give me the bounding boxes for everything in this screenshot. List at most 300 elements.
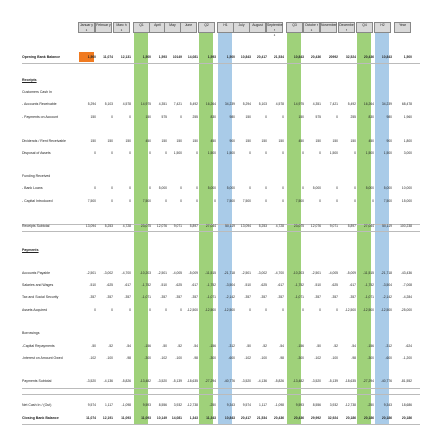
cell-value[interactable]: 20,186 (363, 416, 374, 420)
cell-value[interactable]: 0 (282, 308, 284, 312)
cell-value[interactable]: -12,500 (186, 308, 198, 312)
cell-value[interactable]: -357 (331, 295, 338, 299)
cell-value[interactable]: 14,975 (293, 102, 304, 106)
cell-value[interactable]: -98 (279, 356, 284, 360)
cell-value[interactable]: 5,103 (258, 102, 267, 106)
cell-value[interactable]: 4,728 (275, 224, 284, 228)
cell-value[interactable]: -3,002 (257, 271, 267, 275)
cell-value[interactable]: -510 (244, 283, 251, 287)
cell-value[interactable]: 150 (278, 139, 284, 143)
cell-value[interactable]: -625 (175, 283, 182, 287)
cell-value[interactable]: -10,203 (139, 271, 151, 275)
cell-value[interactable]: -2,501 (86, 271, 96, 275)
cell-value[interactable]: -12,500 (204, 308, 216, 312)
cell-value[interactable]: 150 (192, 139, 198, 143)
cell-value[interactable]: -12,738 (344, 403, 356, 407)
cell-value[interactable]: -357 (89, 295, 96, 299)
cell-value[interactable]: 0 (249, 186, 251, 190)
cell-value[interactable]: 15,000 (401, 199, 412, 203)
cell-value[interactable]: -1,752 (206, 283, 216, 287)
cell-value[interactable]: 9,071 (329, 224, 338, 228)
cell-value[interactable]: 150 (145, 115, 151, 119)
cell-value[interactable]: 0 (129, 199, 131, 203)
cell-value[interactable]: -54 (193, 344, 198, 348)
cell-value[interactable]: -54 (279, 344, 284, 348)
cell-value[interactable]: -357 (160, 295, 167, 299)
cell-value[interactable]: 7,500 (142, 199, 151, 203)
cell-value[interactable]: 0 (180, 115, 182, 119)
cell-value[interactable]: 0 (354, 151, 356, 155)
cell-value[interactable]: 1,500 (403, 55, 412, 59)
cell-value[interactable]: -54 (351, 344, 356, 348)
cell-value[interactable]: 0 (149, 151, 151, 155)
cell-value[interactable]: 4,728 (122, 224, 131, 228)
cell-value[interactable]: -27,294 (204, 379, 216, 383)
cell-value[interactable]: -52 (108, 344, 113, 348)
cell-value[interactable]: -40,776 (223, 379, 235, 383)
cell-value[interactable]: 12,076 (156, 224, 167, 228)
cell-value[interactable]: 150 (298, 115, 304, 119)
cell-value[interactable]: -510 (89, 283, 96, 287)
cell-value[interactable]: 5,253 (104, 224, 113, 228)
cell-value[interactable]: -1,098 (274, 403, 284, 407)
cell-value[interactable]: -40,776 (380, 379, 392, 383)
cell-value[interactable]: 5,897 (189, 224, 198, 228)
cell-value[interactable]: -312 (228, 344, 235, 348)
cell-value[interactable]: -1,200 (402, 356, 412, 360)
cell-value[interactable]: 0 (265, 199, 267, 203)
column-header[interactable] (286, 22, 303, 33)
cell-value[interactable]: -10,203 (292, 271, 304, 275)
cell-value[interactable]: 150 (90, 115, 96, 119)
cell-value[interactable]: 3,932 (329, 403, 338, 407)
cell-value[interactable]: 5,253 (258, 224, 267, 228)
cell-value[interactable]: -3,520 (311, 379, 321, 383)
cell-value[interactable]: -300 (209, 356, 216, 360)
cell-value[interactable]: 20,417 (256, 55, 267, 59)
cell-value[interactable]: 20,436 (363, 55, 374, 59)
cell-value[interactable]: 575 (161, 115, 167, 119)
cell-value[interactable]: 900 (386, 139, 392, 143)
cell-value[interactable]: -357 (175, 295, 182, 299)
cell-value[interactable]: 450 (298, 139, 304, 143)
column-header[interactable] (164, 22, 181, 33)
cell-value[interactable]: -600 (228, 356, 235, 360)
cell-value[interactable]: 450 (145, 139, 151, 143)
cell-value[interactable]: 150 (176, 139, 182, 143)
cell-value[interactable]: -4,700 (121, 271, 131, 275)
cell-value[interactable]: -156 (144, 344, 151, 348)
cell-value[interactable]: -7,008 (402, 283, 412, 287)
cell-value[interactable]: -4,005 (328, 271, 338, 275)
cell-value[interactable]: -102 (314, 356, 321, 360)
cell-value[interactable]: 10,843 (381, 55, 392, 59)
cell-value[interactable]: -1,071 (206, 295, 216, 299)
cell-value[interactable]: 20,436 (273, 416, 284, 420)
cell-value[interactable]: -617 (124, 283, 131, 287)
column-header[interactable] (217, 22, 234, 33)
cell-value[interactable]: -357 (124, 295, 131, 299)
cell-value[interactable]: -300 (297, 356, 304, 360)
cell-value[interactable]: 11,093 (141, 416, 151, 420)
cell-value[interactable]: 450 (210, 139, 216, 143)
cell-value[interactable]: -4,700 (274, 271, 284, 275)
cell-value[interactable]: 16,264 (205, 102, 216, 106)
cell-value[interactable]: -12,500 (344, 308, 356, 312)
cell-value[interactable]: 0 (265, 186, 267, 190)
cell-value[interactable]: 1,500 (226, 55, 235, 59)
cell-value[interactable]: 0 (111, 199, 113, 203)
cell-value[interactable]: 10149 (172, 55, 182, 59)
cell-value[interactable]: 0 (129, 308, 131, 312)
column-header[interactable] (374, 22, 391, 33)
cell-value[interactable]: -510 (160, 283, 167, 287)
cell-value[interactable]: -50 (316, 344, 321, 348)
column-header[interactable] (180, 22, 197, 33)
cell-value[interactable]: 16,264 (363, 102, 374, 106)
cell-value[interactable]: 150 (245, 115, 251, 119)
cell-value[interactable]: 27,044 (363, 224, 374, 228)
cell-value[interactable]: 150 (332, 139, 338, 143)
cell-value[interactable]: 7,500 (242, 199, 251, 203)
cell-value[interactable]: -3,002 (103, 271, 113, 275)
cell-value[interactable]: 0 (165, 308, 167, 312)
cell-value[interactable]: 0 (94, 308, 96, 312)
cell-value[interactable]: 5,000 (207, 186, 216, 190)
column-header[interactable] (133, 22, 150, 33)
column-header[interactable] (266, 22, 283, 37)
cell-value[interactable]: -12,500 (362, 308, 374, 312)
cell-value[interactable]: 0 (129, 151, 131, 155)
cell-value[interactable]: 34,239 (381, 102, 392, 106)
cell-value[interactable]: -100 (260, 356, 267, 360)
cell-value[interactable]: -600 (385, 356, 392, 360)
cell-value[interactable]: -4,284 (402, 295, 412, 299)
cell-value[interactable]: -13,482 (292, 379, 304, 383)
column-header[interactable] (394, 22, 411, 33)
cell-value[interactable]: -102 (160, 356, 167, 360)
cell-value[interactable]: 5,000 (158, 186, 167, 190)
cell-value[interactable]: 0 (336, 186, 338, 190)
cell-value[interactable]: 10,843 (240, 55, 251, 59)
cell-value[interactable]: -18,635 (186, 379, 198, 383)
cell-value[interactable]: 1,117 (104, 403, 113, 407)
cell-value[interactable]: 7,500 (226, 199, 235, 203)
cell-value[interactable]: -250 (367, 403, 374, 407)
cell-value[interactable]: -300 (367, 356, 374, 360)
cell-value[interactable]: 7,500 (383, 199, 392, 203)
cell-value[interactable]: 1,800 (403, 139, 412, 143)
cell-value[interactable]: -156 (297, 344, 304, 348)
cell-value[interactable]: -11,515 (205, 271, 216, 275)
cell-value[interactable]: -300 (144, 356, 151, 360)
cell-value[interactable]: 0 (282, 199, 284, 203)
cell-value[interactable]: -1,071 (294, 295, 304, 299)
cell-value[interactable]: 20,436 (293, 416, 304, 420)
cell-value[interactable]: -3,520 (157, 379, 167, 383)
cell-value[interactable]: -21,718 (223, 271, 235, 275)
cell-value[interactable]: 23,075 (293, 224, 304, 228)
cell-value[interactable]: -357 (106, 295, 113, 299)
cell-value[interactable]: -312 (385, 344, 392, 348)
cell-value[interactable]: -52 (177, 344, 182, 348)
cell-value[interactable]: -12,500 (223, 308, 235, 312)
cell-value[interactable]: 29,992 (310, 416, 321, 420)
cell-value[interactable]: 34,239 (224, 102, 235, 106)
cell-value[interactable]: -357 (314, 295, 321, 299)
cell-value[interactable]: 150 (315, 139, 321, 143)
cell-value[interactable]: -102 (89, 356, 96, 360)
cell-value[interactable]: -52 (333, 344, 338, 348)
cell-value[interactable]: 0 (282, 115, 284, 119)
cell-value[interactable]: 0 (196, 199, 198, 203)
cell-value[interactable]: -25,000 (400, 308, 412, 312)
cell-value[interactable]: -2,501 (241, 271, 251, 275)
cell-value[interactable]: -625 (260, 283, 267, 287)
cell-value[interactable]: 255 (192, 115, 198, 119)
cell-value[interactable]: -98 (193, 356, 198, 360)
cell-value[interactable]: -357 (277, 295, 284, 299)
cell-value[interactable]: 150 (90, 139, 96, 143)
cell-value[interactable]: -50 (162, 344, 167, 348)
cell-value[interactable]: 0 (214, 199, 216, 203)
cell-value[interactable]: 10,000 (401, 186, 412, 190)
cell-value[interactable]: 11,074 (86, 416, 96, 420)
cell-value[interactable]: 255 (350, 115, 356, 119)
cell-value[interactable]: -52 (262, 344, 267, 348)
cell-value[interactable]: 150 (261, 139, 267, 143)
cell-value[interactable]: 10,843 (293, 55, 304, 59)
cell-value[interactable]: 1,500 (329, 151, 338, 155)
cell-value[interactable]: -1,071 (141, 295, 151, 299)
cell-value[interactable]: 1,500 (87, 55, 96, 59)
cell-value[interactable]: -5,826 (121, 379, 131, 383)
cell-value[interactable]: 0 (302, 308, 304, 312)
cell-value[interactable]: 18,686 (401, 403, 412, 407)
column-header[interactable] (320, 22, 337, 33)
cell-value[interactable]: 14,975 (140, 102, 151, 106)
cell-value[interactable]: 0 (336, 199, 338, 203)
cell-value[interactable]: -5,009 (188, 271, 198, 275)
cell-value[interactable]: 12,076 (310, 224, 321, 228)
cell-value[interactable]: 9,574 (87, 403, 96, 407)
cell-value[interactable]: -100 (106, 356, 113, 360)
column-header[interactable] (95, 22, 112, 33)
cell-value[interactable]: 10,843 (224, 416, 235, 420)
cell-value[interactable]: 5,000 (312, 186, 321, 190)
cell-value[interactable]: -2,501 (157, 271, 167, 275)
cell-value[interactable]: 1,117 (258, 403, 267, 407)
cell-value[interactable]: -50 (246, 344, 251, 348)
cell-value[interactable]: -357 (349, 295, 356, 299)
cell-value[interactable]: 150 (350, 139, 356, 143)
cell-value[interactable]: -617 (349, 283, 356, 287)
cell-value[interactable]: 14,081 (171, 416, 182, 420)
cell-value[interactable]: -102 (244, 356, 251, 360)
cell-value[interactable]: -2,142 (225, 295, 235, 299)
column-header[interactable] (233, 22, 250, 33)
cell-value[interactable]: 0 (265, 308, 267, 312)
cell-value[interactable]: 1,500 (383, 151, 392, 155)
cell-value[interactable]: -27,294 (362, 379, 374, 383)
cell-value[interactable]: 9,071 (173, 224, 182, 228)
cell-value[interactable]: 1,500 (207, 151, 216, 155)
cell-value[interactable]: 0 (265, 115, 267, 119)
cell-value[interactable]: 50,119 (225, 224, 235, 228)
cell-value[interactable]: 0 (180, 199, 182, 203)
cell-value[interactable]: -5,139 (328, 379, 338, 383)
cell-value[interactable]: 4,578 (122, 102, 131, 106)
column-header[interactable] (249, 22, 266, 33)
cell-value[interactable]: 13,094 (85, 224, 96, 228)
cell-value[interactable]: 5,492 (347, 102, 356, 106)
cell-value[interactable]: 0 (165, 151, 167, 155)
cell-value[interactable]: 5,897 (347, 224, 356, 228)
cell-value[interactable]: 23,075 (140, 224, 151, 228)
cell-value[interactable]: 5,492 (189, 102, 198, 106)
cell-value[interactable]: -21,718 (380, 271, 392, 275)
column-header[interactable] (338, 22, 355, 33)
cell-value[interactable]: -2,142 (382, 295, 392, 299)
cell-value[interactable]: 11,093 (121, 416, 131, 420)
cell-value[interactable]: -13,482 (139, 379, 151, 383)
cell-value[interactable]: 7,421 (173, 102, 182, 106)
cell-value[interactable]: -510 (314, 283, 321, 287)
cell-value[interactable]: -357 (260, 295, 267, 299)
cell-value[interactable]: 0 (111, 115, 113, 119)
cell-value[interactable]: -50 (91, 344, 96, 348)
cell-value[interactable]: -625 (331, 283, 338, 287)
cell-value[interactable]: 0 (111, 151, 113, 155)
cell-value[interactable]: 0 (94, 151, 96, 155)
cell-value[interactable]: 450 (368, 139, 374, 143)
column-header[interactable] (113, 22, 130, 33)
cell-value[interactable]: 0 (129, 186, 131, 190)
cell-value[interactable]: 9,343 (226, 403, 235, 407)
cell-value[interactable]: -18,635 (344, 379, 356, 383)
cell-value[interactable]: 0 (196, 186, 198, 190)
cell-value[interactable]: 5,294 (242, 102, 251, 106)
cell-value[interactable]: 20,436 (310, 55, 321, 59)
cell-value[interactable]: 20,186 (401, 416, 412, 420)
cell-value[interactable]: -81,552 (400, 379, 412, 383)
cell-value[interactable]: 150 (125, 139, 131, 143)
cell-value[interactable]: 9,593 (295, 403, 304, 407)
cell-value[interactable]: 0 (196, 151, 198, 155)
cell-value[interactable]: -5,826 (274, 379, 284, 383)
cell-value[interactable]: 0 (319, 151, 321, 155)
cell-value[interactable]: 830 (210, 115, 216, 119)
cell-value[interactable]: 1,343 (189, 416, 198, 420)
cell-value[interactable]: 0 (302, 151, 304, 155)
cell-value[interactable]: -5,009 (346, 271, 356, 275)
cell-value[interactable]: 20,186 (345, 416, 356, 420)
cell-value[interactable]: 0 (180, 308, 182, 312)
cell-value[interactable]: 8,556 (312, 403, 321, 407)
cell-value[interactable]: 830 (368, 115, 374, 119)
cell-value[interactable]: 4,351 (158, 102, 167, 106)
cell-value[interactable]: 68,478 (401, 102, 412, 106)
cell-value[interactable]: 5,000 (383, 186, 392, 190)
cell-value[interactable]: -1,752 (141, 283, 151, 287)
cell-value[interactable]: 1,593 (158, 55, 167, 59)
cell-value[interactable]: 1,500 (142, 55, 151, 59)
cell-value[interactable]: -12,738 (186, 403, 198, 407)
column-header[interactable] (303, 22, 320, 33)
cell-value[interactable]: 1,593 (207, 55, 216, 59)
cell-value[interactable]: 0 (336, 115, 338, 119)
cell-value[interactable]: 100,238 (400, 224, 412, 228)
cell-value[interactable]: -250 (209, 403, 216, 407)
cell-value[interactable]: 21,534 (256, 416, 267, 420)
cell-value[interactable]: 1,500 (173, 151, 182, 155)
cell-value[interactable]: -617 (191, 283, 198, 287)
cell-value[interactable]: 7,500 (87, 199, 96, 203)
cell-value[interactable]: 14,081 (187, 55, 198, 59)
cell-value[interactable]: 0 (282, 151, 284, 155)
cell-value[interactable]: -357 (191, 295, 198, 299)
cell-value[interactable]: 9,343 (383, 403, 392, 407)
cell-value[interactable]: 12,131 (120, 55, 131, 59)
cell-value[interactable]: 11,343 (206, 416, 216, 420)
cell-value[interactable]: 0 (372, 199, 374, 203)
cell-value[interactable]: -624 (405, 344, 412, 348)
cell-value[interactable]: 20,417 (240, 416, 251, 420)
cell-value[interactable]: 9,574 (242, 403, 251, 407)
cell-value[interactable]: 0 (111, 308, 113, 312)
cell-value[interactable]: 5,294 (87, 102, 96, 106)
cell-value[interactable]: 0 (354, 186, 356, 190)
cell-value[interactable]: 900 (229, 139, 235, 143)
cell-value[interactable]: -625 (106, 283, 113, 287)
cell-value[interactable]: 0 (282, 186, 284, 190)
cell-value[interactable]: 0 (180, 186, 182, 190)
cell-value[interactable]: -5,139 (172, 379, 182, 383)
cell-value[interactable]: 13,094 (240, 224, 251, 228)
cell-value[interactable]: -4,136 (257, 379, 267, 383)
cell-value[interactable]: -156 (209, 344, 216, 348)
cell-value[interactable]: 5,000 (226, 186, 235, 190)
cell-value[interactable]: -54 (126, 344, 131, 348)
cell-value[interactable]: 3,000 (403, 151, 412, 155)
cell-value[interactable]: 1,960 (403, 115, 412, 119)
cell-value[interactable]: 150 (107, 139, 113, 143)
cell-value[interactable]: 9,593 (142, 403, 151, 407)
cell-value[interactable]: 0 (265, 151, 267, 155)
cell-value[interactable]: -12,500 (380, 308, 392, 312)
cell-value[interactable]: 3,932 (173, 403, 182, 407)
cell-value[interactable]: 0 (249, 151, 251, 155)
cell-value[interactable]: 0 (302, 186, 304, 190)
column-header[interactable] (78, 22, 95, 33)
cell-value[interactable]: 21,534 (273, 55, 284, 59)
cell-value[interactable]: 32,524 (345, 55, 356, 59)
cell-value[interactable]: -4,136 (103, 379, 113, 383)
cell-value[interactable]: 7,500 (295, 199, 304, 203)
cell-value[interactable]: 980 (229, 115, 235, 119)
cell-value[interactable]: -100 (331, 356, 338, 360)
cell-value[interactable]: -1,071 (364, 295, 374, 299)
cell-value[interactable]: -3,504 (225, 283, 235, 287)
cell-value[interactable]: 0 (94, 186, 96, 190)
cell-value[interactable]: 4,578 (275, 102, 284, 106)
cell-value[interactable]: -1,752 (294, 283, 304, 287)
cell-value[interactable]: -4,005 (172, 271, 182, 275)
cell-value[interactable]: 0 (129, 115, 131, 119)
cell-value[interactable]: -357 (244, 295, 251, 299)
cell-value[interactable]: 12,191 (102, 416, 113, 420)
cell-value[interactable]: 0 (149, 186, 151, 190)
